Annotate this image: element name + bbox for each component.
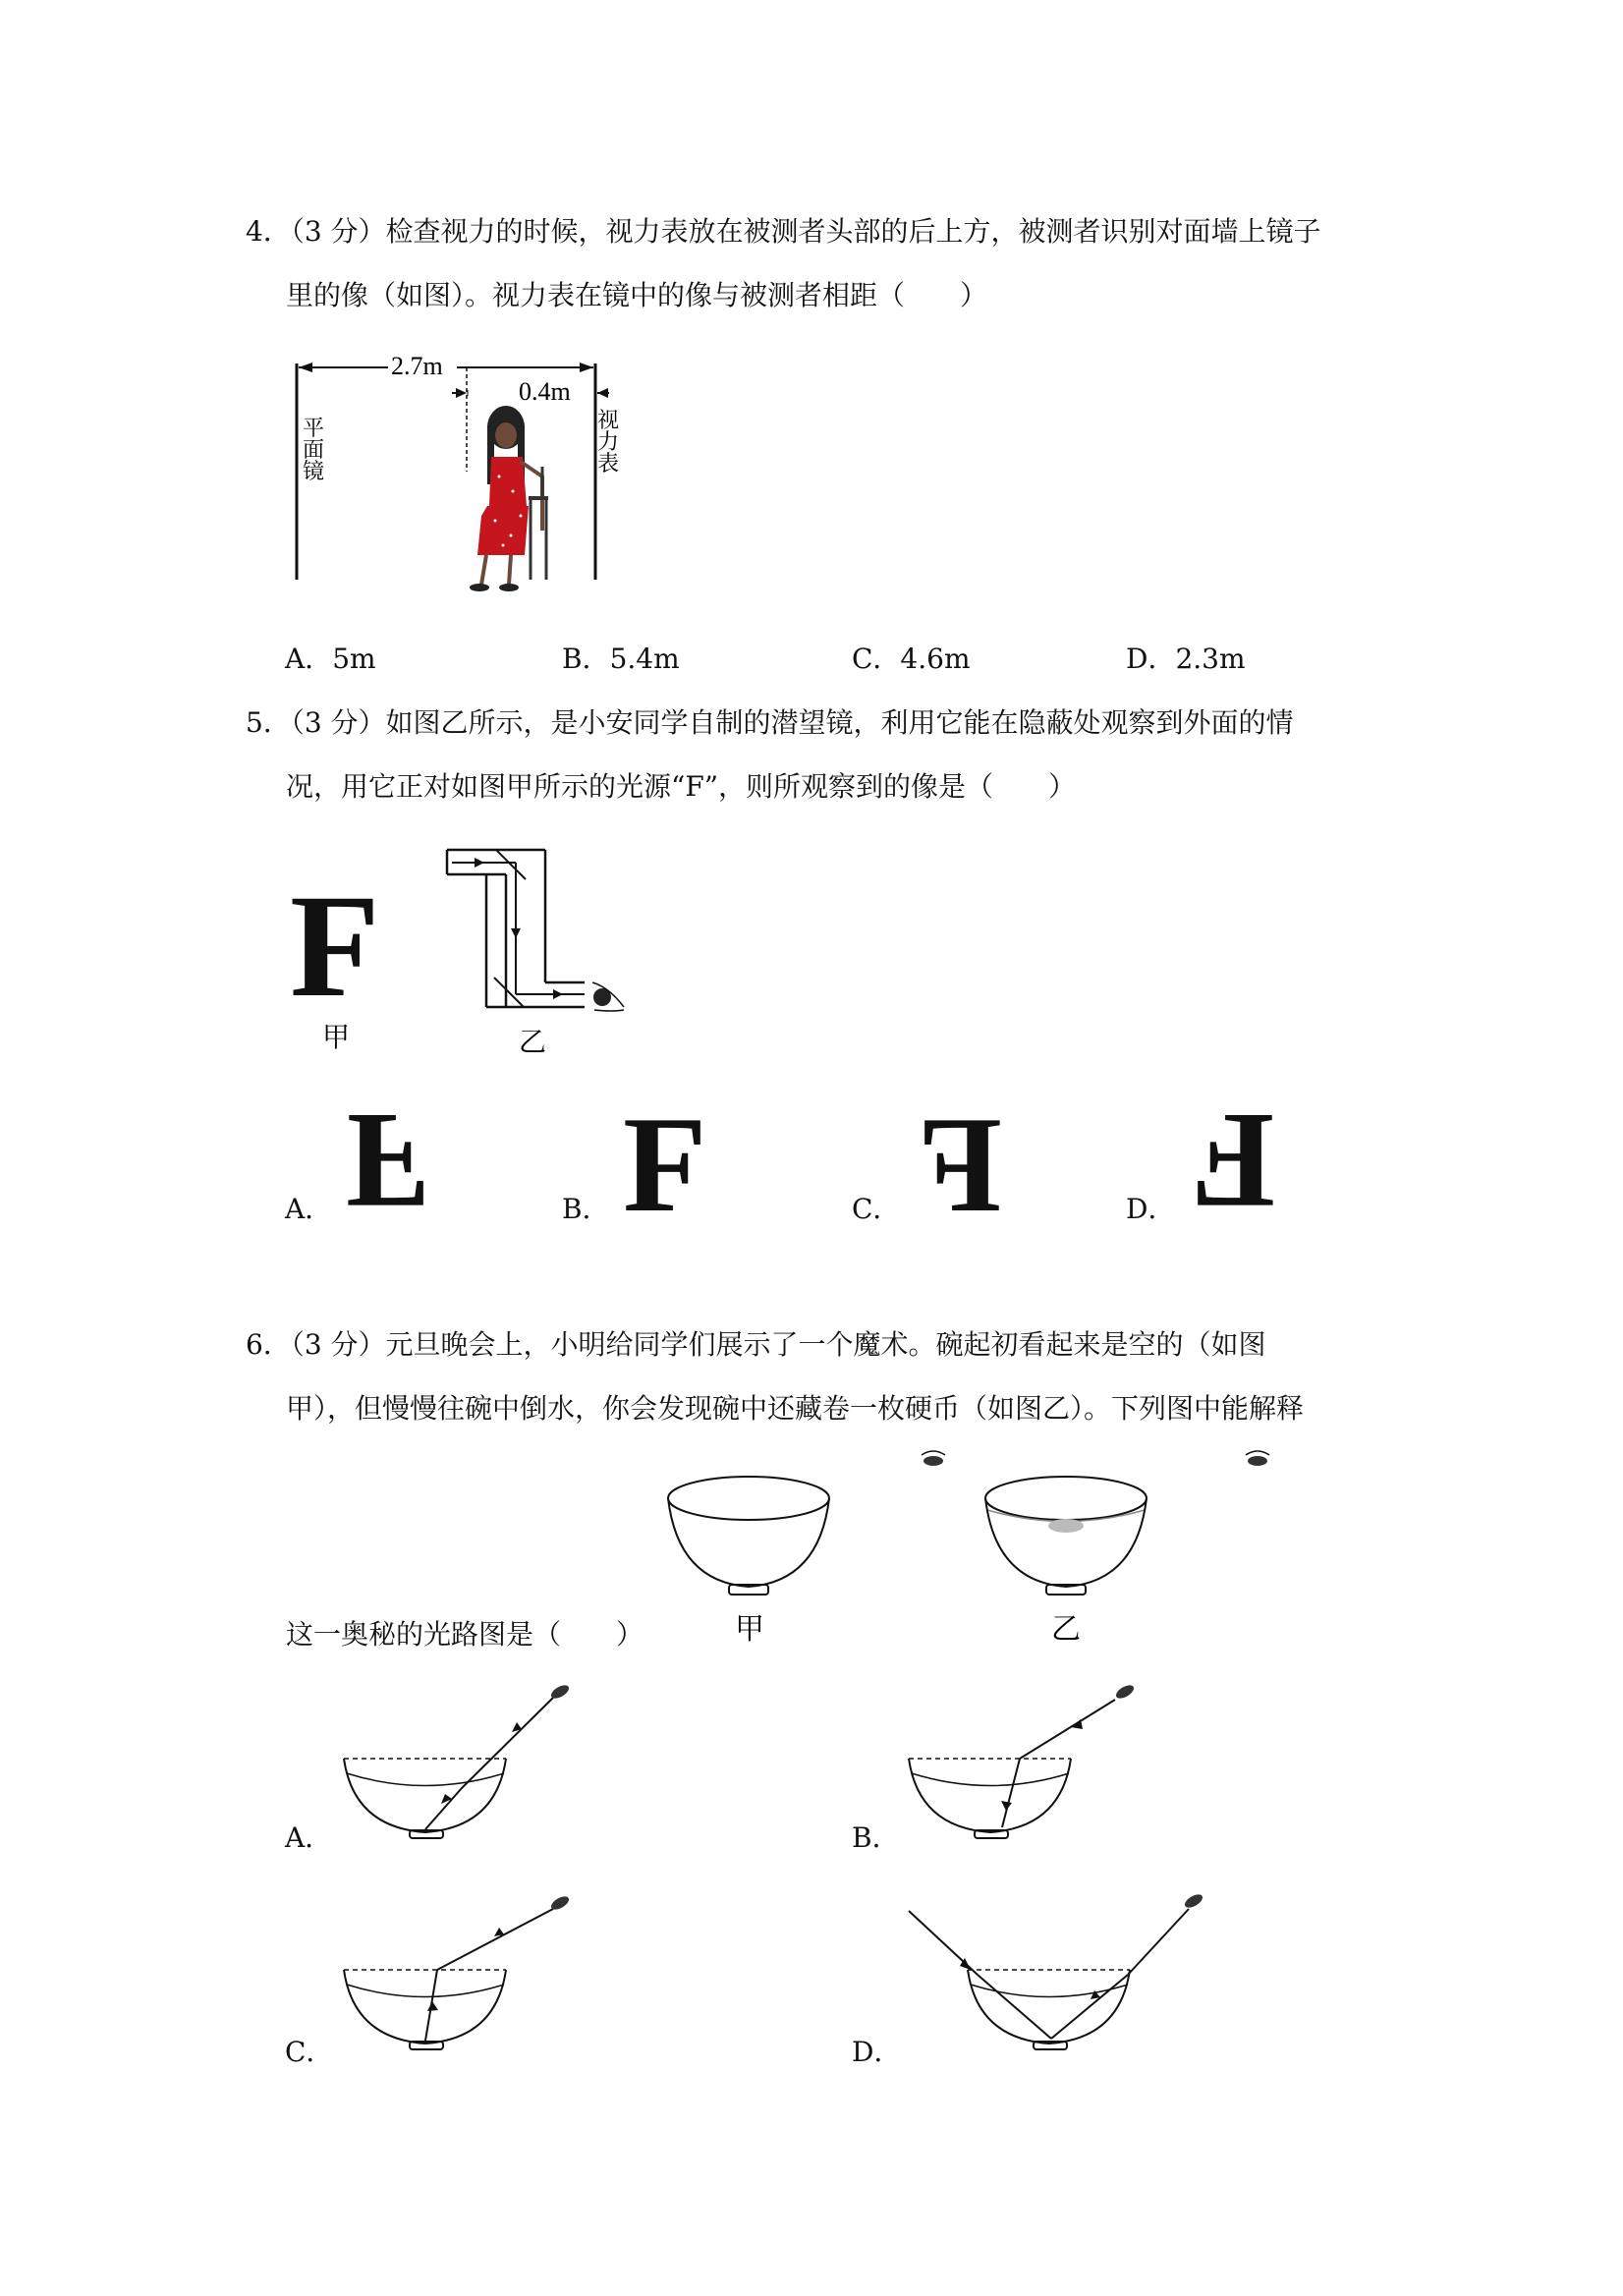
q4-option-a[interactable]: A．5m <box>285 643 376 675</box>
q6-text-line2: 甲），但慢慢往碗中倒水，你会发现碗中还藏卷一枚硬币（如图乙）。下列图中能解释 <box>286 1392 1305 1425</box>
q5-option-d-image[interactable] <box>1179 1085 1277 1237</box>
q5-source-letter: F <box>290 865 380 1028</box>
q5-option-b-letter: F <box>623 1089 707 1241</box>
eye-icon <box>922 1451 945 1466</box>
q4-option-c[interactable]: C．4.6m <box>852 643 971 675</box>
q6-option-b-diagram[interactable] <box>904 1680 1140 1847</box>
q4-text-line1: 4．（3 分）检查视力的时候，视力表放在被测者头部的后上方，被测者识别对面墙上镜子 <box>246 215 1321 248</box>
q5-option-d-label[interactable]: D． <box>1126 1193 1176 1225</box>
q5-source-f-figure <box>285 865 403 1056</box>
q5-option-b-label[interactable]: B． <box>562 1193 610 1225</box>
bowl-yi <box>985 1477 1147 1647</box>
q5-periscope-figure <box>437 845 653 1061</box>
q4-mirror-label-1: 平 <box>303 417 325 441</box>
q5-option-a-letter: F <box>346 1085 430 1237</box>
q4-mirror-label-2: 面 <box>303 438 325 463</box>
bowl-jia <box>668 1477 829 1647</box>
q6-option-a-diagram[interactable] <box>339 1680 575 1847</box>
q6-option-c-label[interactable]: C． <box>285 2036 334 2068</box>
q6-label-jia: 甲 <box>735 1612 764 1647</box>
q4-option-b[interactable]: B．5.4m <box>562 643 680 675</box>
q5-option-a-label[interactable]: A． <box>285 1193 333 1225</box>
q4-dist-total-label: 2.7m <box>391 352 443 380</box>
q4-figure <box>285 349 629 609</box>
q4-option-d[interactable]: D．2.3m <box>1126 643 1246 675</box>
eye-icon <box>1114 1683 1136 1702</box>
q6-option-c-diagram[interactable] <box>339 1891 575 2058</box>
q4-dist-short-label: 0.4m <box>519 377 571 406</box>
q4-chart-label-1: 视 <box>597 409 620 433</box>
q4-text-line2: 里的像（如图）。视力表在镜中的像与被测者相距（ ） <box>286 279 988 311</box>
q5-text-line2: 况，用它正对如图甲所示的光源“F”，则所观察到的像是（ ） <box>286 770 1077 803</box>
q5-option-c-letter: F <box>918 1089 1002 1241</box>
q6-option-b-label[interactable]: B． <box>852 1821 900 1854</box>
q5-option-d-letter: F <box>1191 1085 1275 1237</box>
q4-chart-label-3: 表 <box>597 452 620 476</box>
q5-option-c-label[interactable]: C． <box>852 1193 901 1225</box>
q5-option-b-image[interactable] <box>621 1089 719 1241</box>
seated-person-illustration <box>470 406 548 591</box>
q6-option-a-label[interactable]: A． <box>285 1821 333 1854</box>
q6-option-d-label[interactable]: D． <box>852 2036 902 2068</box>
q4-chart-label-2: 力 <box>597 430 620 455</box>
q6-bowl-figure <box>658 1449 1297 1646</box>
q5-option-a-image[interactable] <box>344 1085 442 1237</box>
q6-option-d-diagram[interactable] <box>904 1891 1199 2058</box>
q6-text-line3: 这一奥秘的光路图是（ ） <box>286 1618 644 1651</box>
q5-label-jia: 甲 <box>322 1021 351 1053</box>
q4-mirror-label-3: 镜 <box>303 460 325 484</box>
eye-icon <box>1246 1451 1269 1466</box>
q6-label-yi: 乙 <box>1051 1612 1081 1647</box>
q6-text-line1: 6．（3 分）元旦晚会上，小明给同学们展示了一个魔术。碗起初看起来是空的（如图 <box>246 1328 1266 1361</box>
q5-label-yi: 乙 <box>519 1026 547 1058</box>
eye-icon <box>1183 1892 1204 1911</box>
q5-text-line1: 5．（3 分）如图乙所示，是小安同学自制的潜望镜，利用它能在隐蔽处观察到外面的情 <box>246 706 1294 739</box>
q5-option-c-image[interactable] <box>906 1089 1004 1241</box>
